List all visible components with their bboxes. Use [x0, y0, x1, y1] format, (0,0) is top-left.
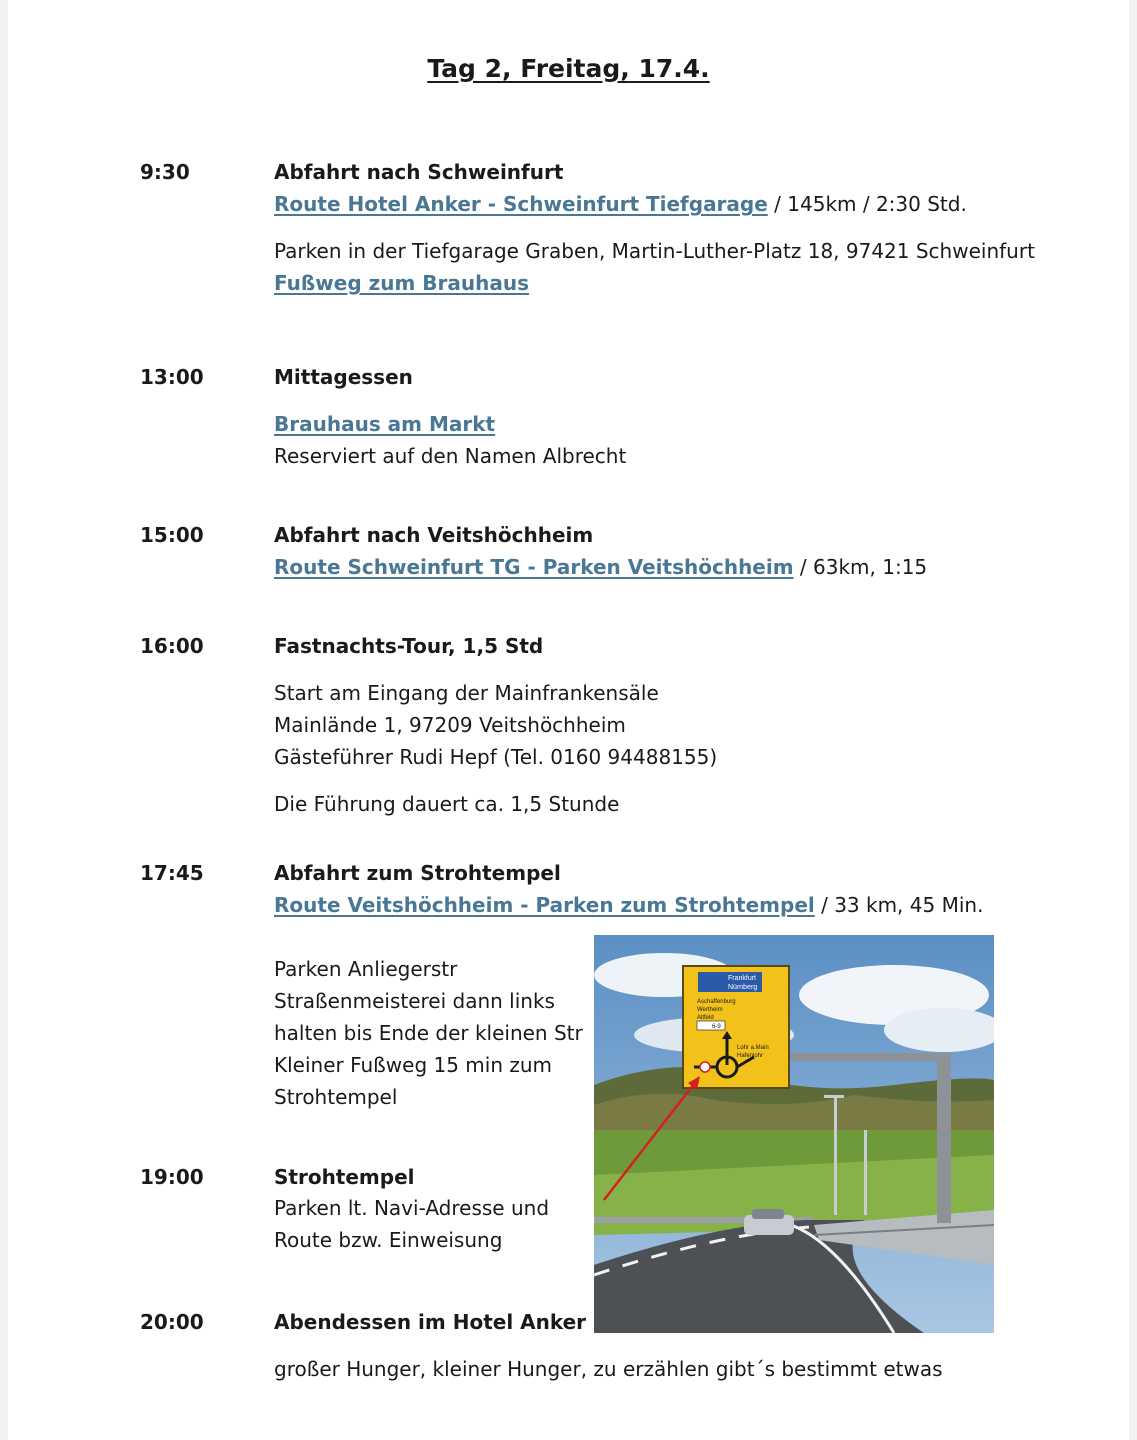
- heading-0930: Abfahrt nach Schweinfurt: [274, 160, 564, 184]
- sign-line: Aschaffenburg: [697, 999, 736, 1005]
- detail-line-1745: Kleiner Fußweg 15 min zum: [274, 1053, 553, 1077]
- note-1600: Die Führung dauert ca. 1,5 Stunde: [274, 792, 620, 816]
- time-0930: 9:30: [140, 160, 190, 184]
- heading-1600: Fastnachts-Tour, 1,5 Std: [274, 634, 544, 658]
- time-1745: 17:45: [140, 861, 204, 885]
- heading-1500: Abfahrt nach Veitshöchheim: [274, 523, 594, 547]
- route-line-1500: [274, 555, 927, 579]
- route-suffix-1500: / 63km, 1:15: [793, 555, 928, 579]
- detail-line-1900: Route bzw. Einweisung: [274, 1228, 503, 1252]
- time-1600: 16:00: [140, 634, 204, 658]
- time-1500: 15:00: [140, 523, 204, 547]
- route-suffix-0930: / 145km / 2:30 Std.: [767, 192, 967, 216]
- detail-line-1600: Gästeführer Rudi Hepf (Tel. 0160 94488155): [274, 745, 718, 769]
- heading-1900: Strohtempel: [274, 1165, 415, 1189]
- note-2000: großer Hunger, kleiner Hunger, zu erzählen gibt´s bestimmt etwas: [274, 1357, 943, 1381]
- sign-line: Wertheim: [697, 1007, 723, 1013]
- place-link-brauhaus[interactable]: Brauhaus am Markt: [274, 412, 496, 436]
- detail-line-1900: Parken lt. Navi-Adresse und: [274, 1196, 550, 1220]
- detail-line-1600: Mainlände 1, 97209 Veitshöchheim: [274, 713, 626, 737]
- detail-line-1745: Straßenmeisterei dann links: [274, 989, 555, 1013]
- parking-text-0930: Parken in der Tiefgarage Graben, Martin-Luther-Platz 18, 97421 Schweinfurt: [274, 239, 1035, 263]
- detail-line-1600: Start am Eingang der Mainfrankensäle: [274, 681, 659, 705]
- detail-line-1745: Strohtempel: [274, 1085, 398, 1109]
- heading-1300: Mittagessen: [274, 365, 413, 389]
- document-page: [8, 0, 1129, 1440]
- road-sign-photo: [594, 935, 994, 1333]
- detail-line-1745: halten bis Ende der kleinen Str: [274, 1021, 583, 1045]
- walk-line: [274, 271, 529, 295]
- page-title: Tag 2, Freitag, 17.4.: [427, 54, 710, 83]
- route-link-veitshoechheim-strohtempel[interactable]: Route Veitshöchheim - Parken zum Strohtempel: [274, 893, 815, 917]
- walk-link-brauhaus[interactable]: Fußweg zum Brauhaus: [274, 271, 530, 295]
- route-line-1745: [274, 893, 983, 917]
- sign-right-line: Lohr a.Main: [737, 1045, 769, 1051]
- time-2000: 20:00: [140, 1310, 204, 1334]
- sign-line: Altfeld: [697, 1015, 714, 1021]
- route-suffix-1745: / 33 km, 45 Min.: [814, 893, 984, 917]
- sign-text-top: Frankfurt: [728, 975, 757, 982]
- time-1300: 13:00: [140, 365, 204, 389]
- note-1300: Reserviert auf den Namen Albrecht: [274, 444, 627, 468]
- place-line-1300: [274, 412, 495, 436]
- sign-exit: 6-9: [712, 1024, 721, 1030]
- heading-1745: Abfahrt zum Strohtempel: [274, 861, 561, 885]
- route-link-schweinfurt-veitshoechheim[interactable]: Route Schweinfurt TG - Parken Veitshöchheim: [274, 555, 794, 579]
- route-link-hotel-schweinfurt[interactable]: Route Hotel Anker - Schweinfurt Tiefgarage: [274, 192, 768, 216]
- sign-right-line: Hafenlohr: [737, 1053, 764, 1059]
- time-1900: 19:00: [140, 1165, 204, 1189]
- detail-line-1745: Parken Anliegerstr: [274, 957, 458, 981]
- heading-2000: Abendessen im Hotel Anker: [274, 1310, 587, 1334]
- route-line-0930: [274, 192, 967, 216]
- sign-text-top2: Nürnberg: [728, 984, 758, 991]
